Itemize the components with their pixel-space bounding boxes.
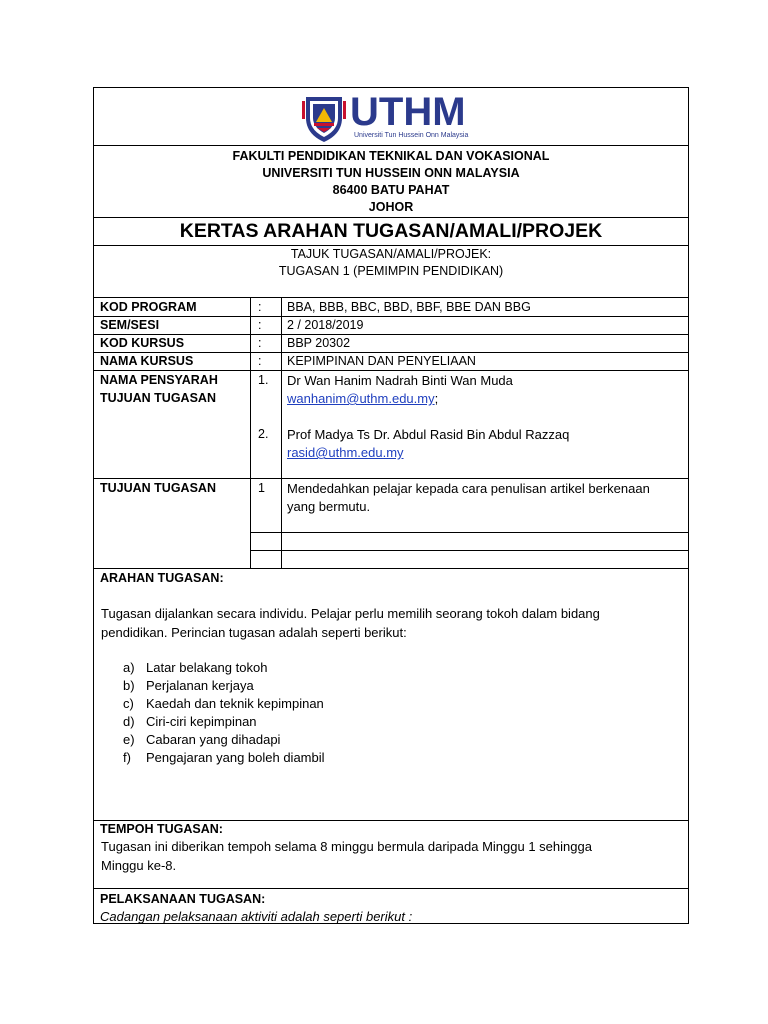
nama-kursus-value: KEPIMPINAN DAN PENYELIAAN (287, 354, 476, 368)
kod-program-value: BBA, BBB, BBC, BBD, BBF, BBE DAN BBG (287, 300, 531, 314)
email-separator: ; (434, 391, 439, 406)
assignment-form (93, 87, 689, 924)
arahan-heading: ARAHAN TUGASAN: (100, 571, 224, 585)
list-marker: c) (123, 696, 134, 711)
tujuan-line-1: Mendedahkan pelajar kepada cara penulisan artikel berkenaan (287, 481, 650, 496)
university-name: UNIVERSITI TUN HUSSEIN ONN MALAYSIA (262, 166, 520, 180)
lecturer-email-1-row (287, 390, 438, 407)
lecturer-name-1: Dr Wan Hanim Nadrah Binti Wan Muda (287, 373, 513, 388)
list-item-text: Pengajaran yang boleh diambil (146, 750, 325, 765)
tujuan-tugasan-label-2: TUJUAN TUGASAN (100, 391, 216, 405)
lecturer-email-2-link[interactable]: rasid@uthm.edu.my (287, 445, 404, 460)
list-marker: a) (123, 660, 135, 675)
kod-program-label: KOD PROGRAM (100, 300, 197, 314)
subtitle-row (94, 246, 688, 298)
list-marker: b) (123, 678, 135, 693)
arahan-paragraph-line-2: pendidikan. Perincian tugasan adalah seperti berikut: (101, 625, 407, 640)
tujuan-tugasan-label: TUJUAN TUGASAN (100, 481, 216, 495)
title-row (94, 218, 688, 246)
tujuan-line-2: yang bermutu. (287, 499, 371, 514)
list-item-text: Kaedah dan teknik kepimpinan (146, 696, 324, 711)
faculty-address (94, 146, 688, 218)
kod-program-sep: : (258, 300, 262, 314)
arahan-paragraph-line-1: Tugasan dijalankan secara individu. Pelajar perlu memilih seorang tokoh dalam bidang (101, 606, 600, 621)
pelaksanaan-heading: PELAKSANAAN TUGASAN: (100, 892, 266, 906)
postcode-city: 86400 BATU PAHAT (332, 183, 450, 197)
sem-sesi-value: 2 / 2018/2019 (287, 318, 364, 332)
tempoh-paragraph (101, 837, 681, 875)
list-item-text: Ciri-ciri kepimpinan (146, 714, 257, 729)
kod-kursus-sep: : (258, 336, 262, 350)
subtitle-value: TUGASAN 1 (PEMIMPIN PENDIDIKAN) (278, 264, 504, 278)
sem-sesi-label: SEM/SESI (100, 318, 160, 332)
sem-sesi-sep: : (258, 318, 262, 332)
list-marker: f) (123, 750, 131, 765)
uthm-logo (302, 90, 488, 144)
nama-kursus-sep: : (258, 354, 262, 368)
kod-kursus-value: BBP 20302 (287, 336, 351, 350)
tempoh-line-2: Minggu ke-8. (101, 858, 177, 873)
list-marker: e) (123, 732, 135, 747)
nama-pensyarah-label: NAMA PENSYARAH (100, 373, 218, 387)
list-item-text: Cabaran yang dihadapi (146, 732, 281, 747)
logo-tagline: Universiti Tun Hussein Onn Malaysia (354, 132, 469, 139)
tujuan-number-1: 1 (258, 481, 265, 495)
lecturer-email-1-link[interactable]: wanhanim@uthm.edu.my (287, 391, 435, 406)
lecturer-number-1: 1. (258, 373, 269, 387)
kod-kursus-label: KOD KURSUS (100, 336, 185, 350)
nama-kursus-label: NAMA KURSUS (100, 354, 194, 368)
state-name: JOHOR (368, 200, 414, 214)
page-title: KERTAS ARAHAN TUGASAN/AMALI/PROJEK (179, 220, 603, 242)
faculty-name: FAKULTI PENDIDIKAN TEKNIKAL DAN VOKASIONAL (232, 149, 550, 163)
subtitle-label: TAJUK TUGASAN/AMALI/PROJEK: (290, 247, 492, 261)
list-item-text: Perjalanan kerjaya (146, 678, 254, 693)
pelaksanaan-line-1: Cadangan pelaksanaan aktiviti adalah seperti berikut : (100, 909, 413, 924)
arahan-paragraph (101, 604, 681, 642)
tempoh-heading: TEMPOH TUGASAN: (100, 822, 223, 836)
list-item-text: Latar belakang tokoh (146, 660, 268, 675)
lecturer-name-2: Prof Madya Ts Dr. Abdul Rasid Bin Abdul Razzaq (287, 427, 570, 442)
lecturer-email-2-row (287, 444, 404, 461)
tempoh-line-1: Tugasan ini diberikan tempoh selama 8 minggu bermula daripada Minggu 1 sehingga (101, 839, 592, 854)
lecturer-number-2: 2. (258, 427, 269, 441)
list-marker: d) (123, 714, 135, 729)
logo-wordmark: UTHM (350, 90, 466, 134)
logo-row (94, 88, 688, 146)
